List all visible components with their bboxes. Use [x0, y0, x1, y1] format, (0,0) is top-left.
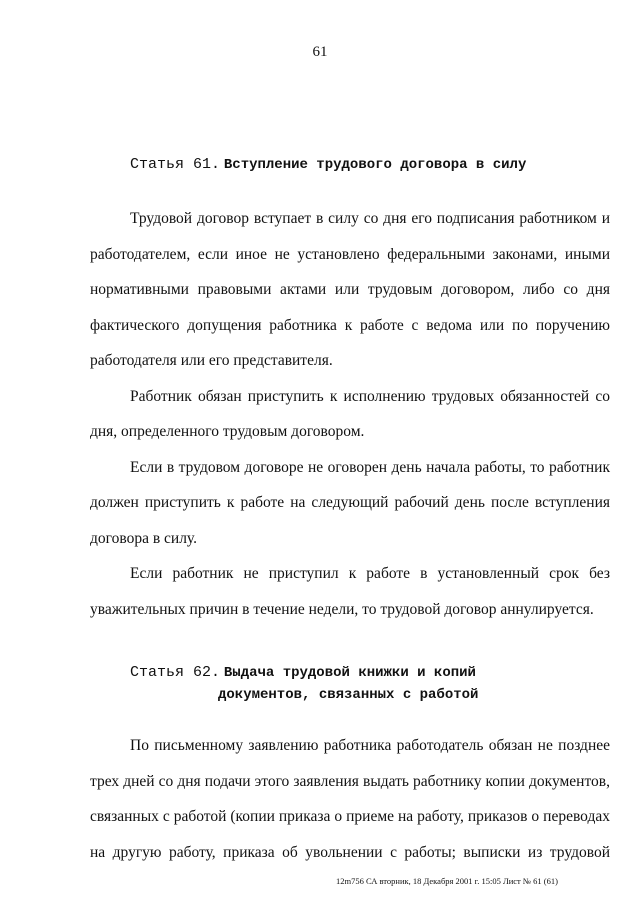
- article-61-heading: [130, 155, 526, 173]
- document-footer: 12m756 СА вторник, 18 Декабря 2001 г. 15:05 Лист № 61 (61): [336, 876, 558, 886]
- article-61-paragraph-4: Если работник не приступил к работе в установленный срок без уважительных причин в течение недели, то трудовой договор аннулируется.: [90, 565, 610, 618]
- article-62-title-line2: документов, связанных с работой: [218, 687, 479, 703]
- article-62-number: Статья 62.: [130, 664, 221, 681]
- article-61-paragraph-1: Трудовой договор вступает в силу со дня его подписания работником и работодателем, если иное не установлено федеральными законами, иными нормативными правовыми актами или трудовым договором, либо со дня фактического допущения работника к работе с ведома или по поручению работодателя или его представителя.: [90, 210, 610, 369]
- article-62-body: [90, 728, 610, 870]
- article-62-heading: [130, 663, 479, 703]
- article-61-number: Статья 61.: [130, 156, 221, 173]
- article-61-paragraph-2: Работник обязан приступить к исполнению трудовых обязанностей со дня, определенного трудовым договором.: [90, 387, 610, 440]
- page-number: 61: [312, 44, 328, 60]
- article-61-body: [90, 201, 610, 627]
- article-61-paragraph-3: Если в трудовом договоре не оговорен день начала работы, то работник должен приступить к работе на следующий рабочий день после вступления договора в силу.: [90, 458, 610, 547]
- article-62-paragraph-1: По письменному заявлению работника работодатель обязан не позднее трех дней со дня подачи этого заявления выдать работнику копии документов, связанных с работой (копии приказа о приеме на работу, приказов о переводах на другую работу, приказа об увольнении с работы; выписки из трудовой: [90, 737, 610, 861]
- article-62-title-line1: Выдача трудовой книжки и копий: [223, 665, 476, 681]
- article-61-title: Вступление трудового договора в силу: [223, 157, 527, 173]
